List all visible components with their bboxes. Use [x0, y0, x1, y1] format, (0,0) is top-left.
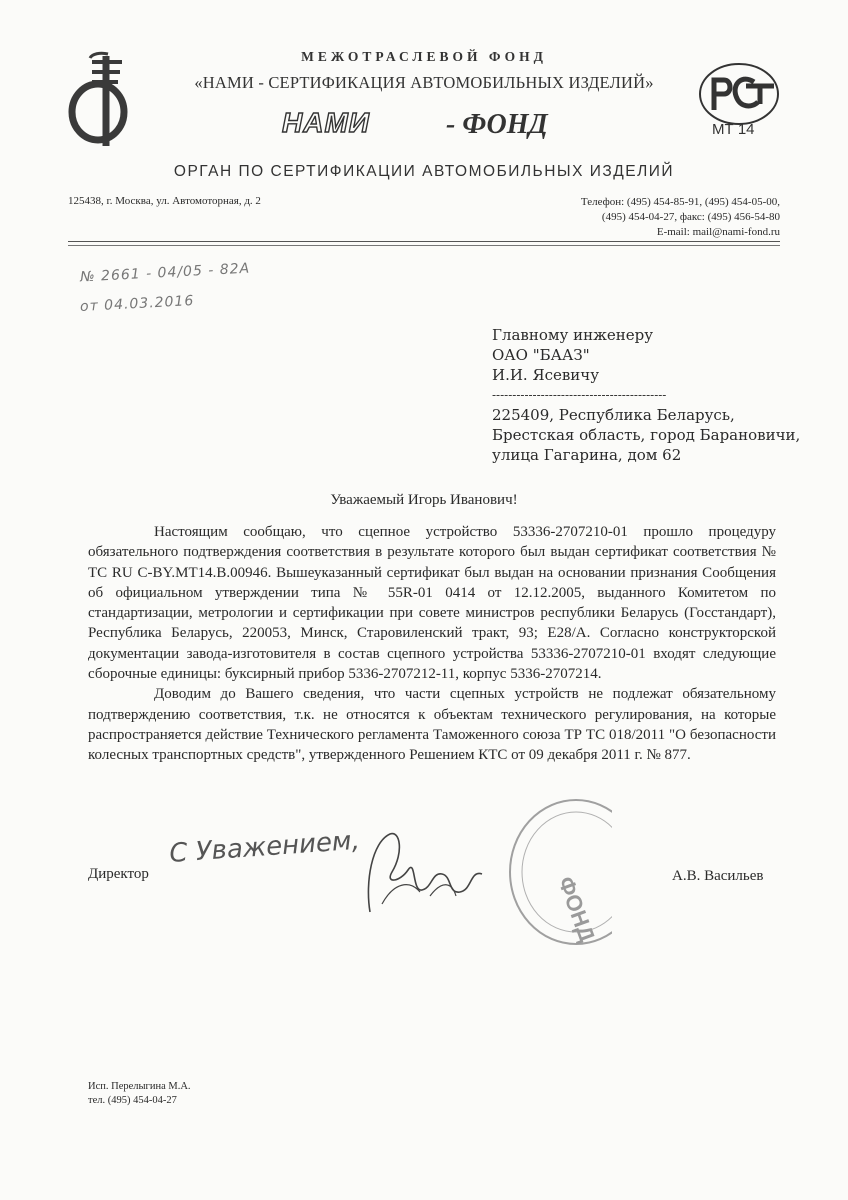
- cert-mark-label: МТ 14: [712, 121, 755, 138]
- recipient-name: И.И. Ясевичу: [492, 366, 600, 384]
- executor-phone: тел. (495) 454-04-27: [88, 1095, 177, 1106]
- recipient-block: [492, 325, 800, 465]
- registration-number: № 2661 - 04/05 - 82А: [79, 260, 251, 286]
- svg-text:ФОНД: ФОНД: [553, 873, 600, 946]
- handwritten-signature: [160, 822, 630, 922]
- letter-body: [88, 522, 776, 766]
- header-divider-thin: [68, 245, 780, 246]
- signer-name: А.В. Васильев: [672, 868, 764, 884]
- salutation: Уважаемый Игорь Иванович!: [330, 492, 518, 508]
- phones-line-1: Телефон: (495) 454-85-91, (495) 454-05-00,: [580, 196, 780, 208]
- sender-address: 125438, г. Москва, ул. Автомоторная, д. 2: [68, 195, 261, 207]
- body-paragraph: Настоящим сообщаю, что сцепное устройство 53336-2707210-01 прошло процедуру обязательного подтверждения соответствия в результате которого был выдан сертификат соответствия № ТС RU C-BY.МТ14.В.00946. Вышеуказанный сертификат был выдан на основании признания Сообщения об официальном утверждении типа № 55R-01 0414 от 12.12.2005, выданного Комитетом по стандартизации, метрологии и сертификации при совете министров республики Беларусь (Госстандарт), Республика Беларусь, 220053, Минск, Старовиленский тракт, 93; Е28/А. Согласно конструкторской документации завода-изготовителя в состав сцепного устройства 53336-2707210-01 входят следующие сборочные единицы: буксирный прибор 5336-2707212-11, корпус 5336-2707214.: [88, 524, 776, 683]
- registration-date: от 04.03.2016: [79, 293, 195, 315]
- recipient-title: Главному инженеру: [492, 326, 654, 344]
- recipient-organization: ОАО "БААЗ": [492, 346, 590, 364]
- header-divider: [68, 241, 780, 242]
- fund-type-heading: МЕЖОТРАСЛЕВОЙ ФОНД: [301, 49, 547, 64]
- recipient-address-line: Брестская область, город Барановичи,: [492, 426, 801, 444]
- executor-block: [88, 1080, 191, 1108]
- fund-name-heading: «НАМИ - СЕРТИФИКАЦИЯ АВТОМОБИЛЬНЫХ ИЗДЕЛИЙ»: [194, 73, 654, 92]
- certification-body-title: ОРГАН ПО СЕРТИФИКАЦИИ АВТОМОБИЛЬНЫХ ИЗДЕЛИЙ: [173, 163, 675, 180]
- sender-contacts: [581, 195, 780, 240]
- recipient-separator: -------------------------------------------: [492, 388, 667, 402]
- signature-note: С Уважением,: [168, 825, 361, 869]
- brand-nami-logotype: НАМИ: [282, 107, 370, 138]
- brand-fond-logotype: - ФОНД: [446, 109, 548, 140]
- recipient-address-line: улица Гагарина, дом 62: [492, 446, 682, 464]
- phones-line-2: (495) 454-04-27, факс: (495) 456-54-80: [601, 211, 780, 223]
- email-line: E-mail: mail@nami-fond.ru: [656, 226, 780, 238]
- body-paragraph: Доводим до Вашего сведения, что части сцепных устройств не подлежат обязательному подтверждению соответствия, т.к. не относятся к объектам технического регулирования, на которые распространяется действие Технического регламента Таможенного союза ТР ТС 018/2011 "О безопасности колесных транспортных средств", утвержденного Решением КТС от 09 декабря 2011 г. № 877.: [88, 686, 776, 764]
- signer-position: Директор: [88, 866, 149, 882]
- executor-name: Исп. Перелыгина М.А.: [88, 1081, 191, 1092]
- recipient-address-line: 225409, Республика Беларусь,: [492, 406, 735, 424]
- fund-emblem-logo: [62, 50, 137, 150]
